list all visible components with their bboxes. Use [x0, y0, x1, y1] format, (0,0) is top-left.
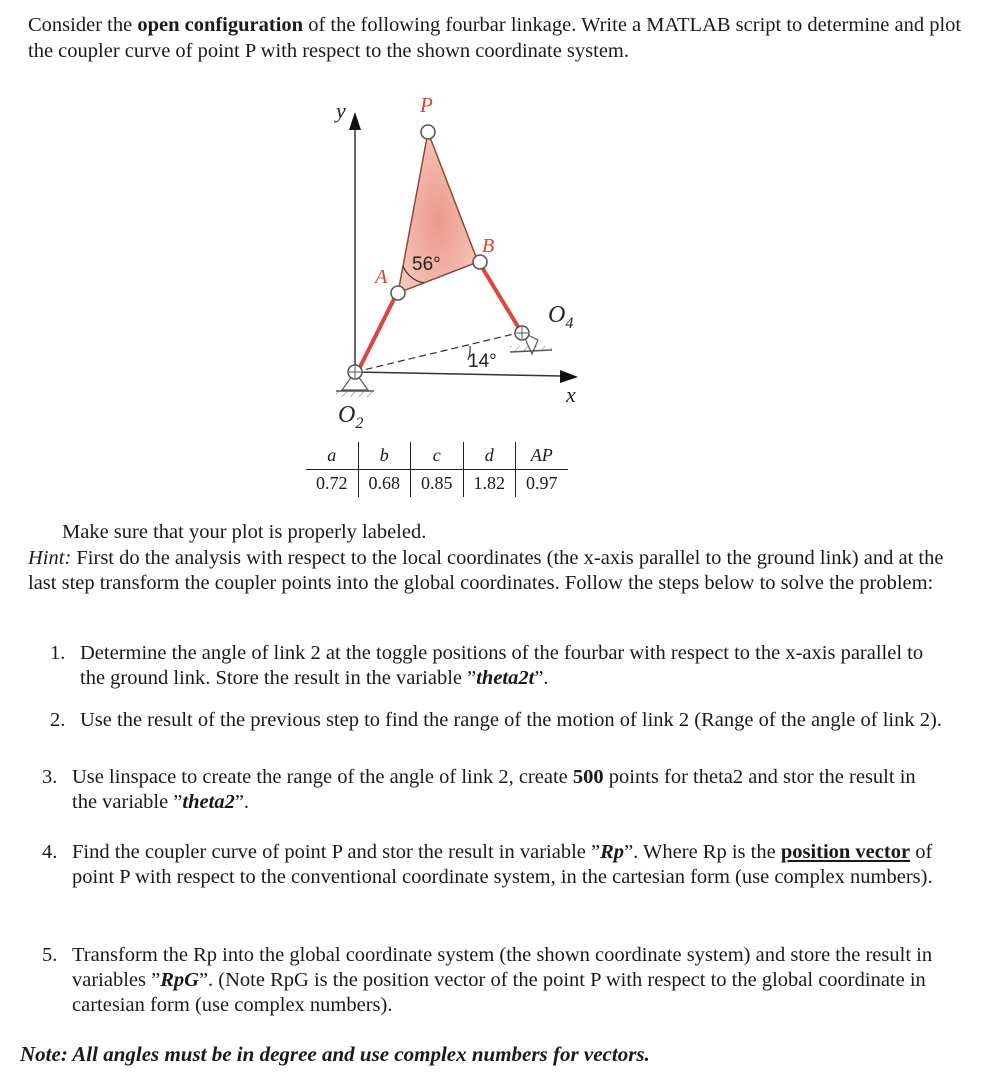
- label-x: x: [566, 382, 576, 407]
- link-parameters-table: [306, 442, 568, 497]
- label-P: P: [420, 93, 433, 117]
- value-d: 1.82: [463, 470, 516, 498]
- header-c: c: [411, 442, 464, 470]
- hint-paragraph: Hint: First do the analysis with respect to the local coordinates (the x-axis parallel to the ground link) and at the last step transform the coupler points into the global coordinates. Follow the steps below to solve the problem:: [28, 547, 944, 594]
- value-c: 0.85: [411, 470, 464, 498]
- label-angle-14: 14°: [468, 351, 497, 372]
- label-B: B: [482, 235, 495, 257]
- intro-paragraph: Consider the open configuration of the following fourbar linkage. Write a MATLAB script to determine and plot the coupler curve of point P with respect to the shown coordinate system.: [28, 14, 962, 62]
- link-4: [480, 264, 520, 330]
- label-O4: $O_4$: [548, 302, 574, 332]
- table-value-row: [306, 470, 568, 498]
- fourbar-diagram: [0, 0, 996, 440]
- value-AP: 0.97: [516, 470, 568, 498]
- label-y: y: [336, 98, 346, 123]
- pin-P: [421, 125, 435, 139]
- y-axis-arrow: [349, 112, 361, 130]
- note-text: Note: All angles must be in degree and use complex numbers for vectors.: [20, 1042, 650, 1066]
- x-axis: [355, 372, 562, 376]
- pin-A: [391, 286, 405, 300]
- value-b: 0.68: [358, 470, 411, 498]
- ground-link: [355, 332, 522, 372]
- plot-labeled-text: Make sure that your plot is properly labeled.: [62, 521, 427, 543]
- label-O2: $O_2$: [338, 402, 364, 432]
- header-b: b: [358, 442, 411, 470]
- header-d: d: [463, 442, 516, 470]
- link-2: [359, 293, 397, 369]
- ground-pivot-O2: [336, 365, 374, 397]
- label-angle-56: 56°: [412, 254, 441, 275]
- value-a: 0.72: [316, 473, 348, 493]
- header-AP: AP: [516, 442, 568, 470]
- table-header-row: [306, 442, 568, 470]
- pin-B: [473, 255, 487, 269]
- label-A: A: [375, 266, 388, 288]
- ground-pivot-O4: [510, 326, 552, 354]
- header-a: a: [306, 442, 358, 470]
